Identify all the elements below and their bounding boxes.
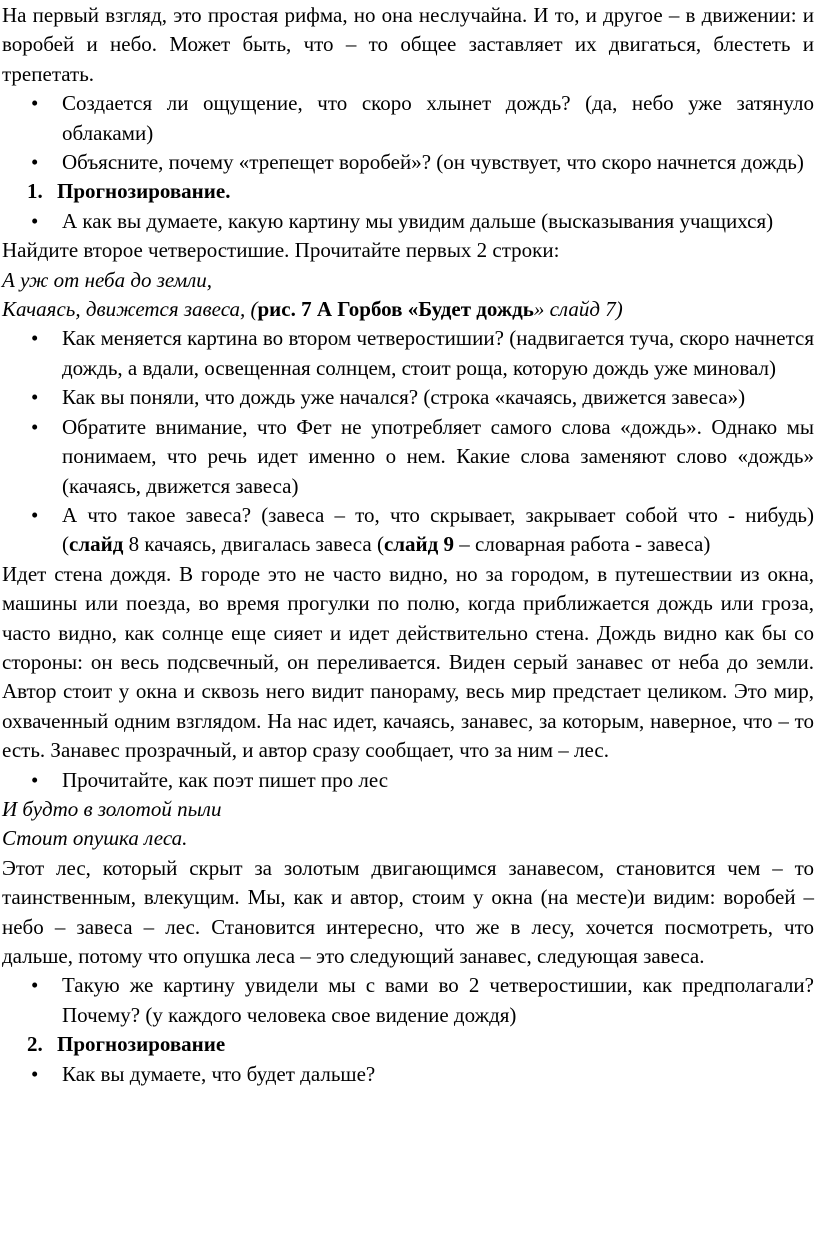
heading-text: Прогнозирование (57, 1032, 226, 1057)
bullet-icon: • (31, 767, 39, 792)
bullet-icon: • (31, 91, 39, 116)
bullet-icon: • (31, 973, 39, 998)
list-item (2, 207, 814, 236)
list-item-text: Объясните, почему «трепещет воробей»? (он чувствует, что скоро начнется дождь) (62, 150, 804, 175)
heading-number: 1. (27, 179, 43, 204)
question-list-2 (2, 207, 814, 236)
poem-line: И будто в золотой пыли (2, 796, 222, 821)
question-list-3 (2, 324, 814, 559)
slide-label: слайд 9 (383, 532, 455, 557)
poem-line-with-caption (2, 295, 814, 324)
list-item (2, 501, 814, 560)
section-heading-2 (2, 1030, 814, 1059)
bullet-icon: • (31, 502, 39, 527)
bullet-icon: • (31, 208, 39, 233)
list-item (2, 413, 814, 501)
bullet-icon: • (31, 326, 39, 351)
list-item-text: Как меняется картина во втором четверостишии? (надвигается туча, скоро начнется дождь, а вдали, освещенная солнцем, стоит роща, которую дождь уже миновал) (62, 326, 814, 380)
list-item-text: – словарная работа - завеса) (454, 532, 711, 557)
list-item (2, 148, 814, 177)
paragraph-forest: Этот лес, который скрыт за золотым двигающимся занавесом, становится чем – то таинственным, влекущим. Мы, как и автор, стоим у окна (на месте)и видим: воробей – небо – завеса – лес. Становится интересно, что же в лесу, хочется посмотреть, что дальше, потому что опушка леса – это следующий занавес, следующая завеса. (2, 855, 814, 968)
slide-label: слайд (69, 532, 124, 557)
bullet-icon: • (31, 385, 39, 410)
bullet-icon: • (31, 150, 39, 175)
section-heading-1 (2, 177, 814, 206)
list-item-text: Создается ли ощущение, что скоро хлынет дождь? (да, небо уже затянуло облаками) (62, 91, 814, 145)
paragraph-instruction: Найдите второе четверостишие. Прочитайте первых 2 строки: (2, 238, 560, 263)
paragraph-intro: На первый взгляд, это простая рифма, но она неслучайна. И то, и другое – в движении: и воробей и небо. Может быть, что – то общее заставляет их двигаться, блестеть и трепетать. (2, 3, 814, 86)
poem-line: Стоит опушка леса. (2, 826, 188, 851)
list-item-text: Обратите внимание, что Фет не употребляет самого слова «дождь». Однако мы понимаем, что речь идет именно о нем. Какие слова заменяют слово «дождь» (качаясь, движется завеса) (62, 414, 814, 498)
heading-text: Прогнозирование. (57, 179, 231, 204)
paragraph-rain-wall: Идет стена дождя. В городе это не часто видно, но за городом, в путешествии из окна, машины или поезда, во время прогулки по полю, когда приближается дождь или гроза, часто видно, как солнце еще сияет и идет действительно стена. Дождь видно как бы со стороны: он весь подсвечный, он переливается. Виден серый занавес от неба до земли. Автор стоит у окна и сквозь него видит панораму, весь мир предстает целиком. Это мир, охваченный одним взглядом. На нас идет, качаясь, занавес, за которым, наверное, что – то есть. Занавес прозрачный, и автор сразу сообщает, что за ним – лес. (2, 561, 814, 763)
list-item-text: А что такое завеса? (завеса – то, что скрывает, закрывает собой что - нибудь) ( (62, 502, 814, 557)
list-item-text: Как вы поняли, что дождь уже начался? (строка «качаясь, движется завеса») (62, 385, 746, 410)
list-item-text: А как вы думаете, какую картину мы увидим дальше (высказывания учащихся) (62, 208, 774, 233)
bullet-icon: • (31, 414, 39, 439)
list-item-text: Как вы думаете, что будет дальше? (62, 1061, 376, 1086)
list-item-text: 8 качаясь, двигалась завеса ( (123, 532, 384, 557)
list-item (2, 89, 814, 148)
figure-caption: рис. 7 А Горбов «Будет дождь (257, 297, 534, 322)
question-list-1 (2, 89, 814, 177)
question-list-4 (2, 766, 814, 795)
list-item (2, 1060, 814, 1089)
poem-line-text: Качаясь, движется завеса, ( (2, 297, 258, 322)
list-item-text: Прочитайте, как поэт пишет про лес (62, 767, 389, 792)
list-item (2, 383, 814, 412)
list-item (2, 324, 814, 383)
slide-reference: » слайд 7) (533, 297, 623, 322)
question-list-6 (2, 1060, 814, 1089)
bullet-icon: • (31, 1061, 39, 1086)
poem-line: А уж от неба до земли, (2, 267, 213, 292)
question-list-5 (2, 971, 814, 1030)
heading-number: 2. (27, 1032, 43, 1057)
list-item (2, 971, 814, 1030)
list-item (2, 766, 814, 795)
list-item-text: Такую же картину увидели мы с вами во 2 четверостишии, как предполагали? Почему? (у каждого человека свое видение дождя) (62, 973, 814, 1027)
